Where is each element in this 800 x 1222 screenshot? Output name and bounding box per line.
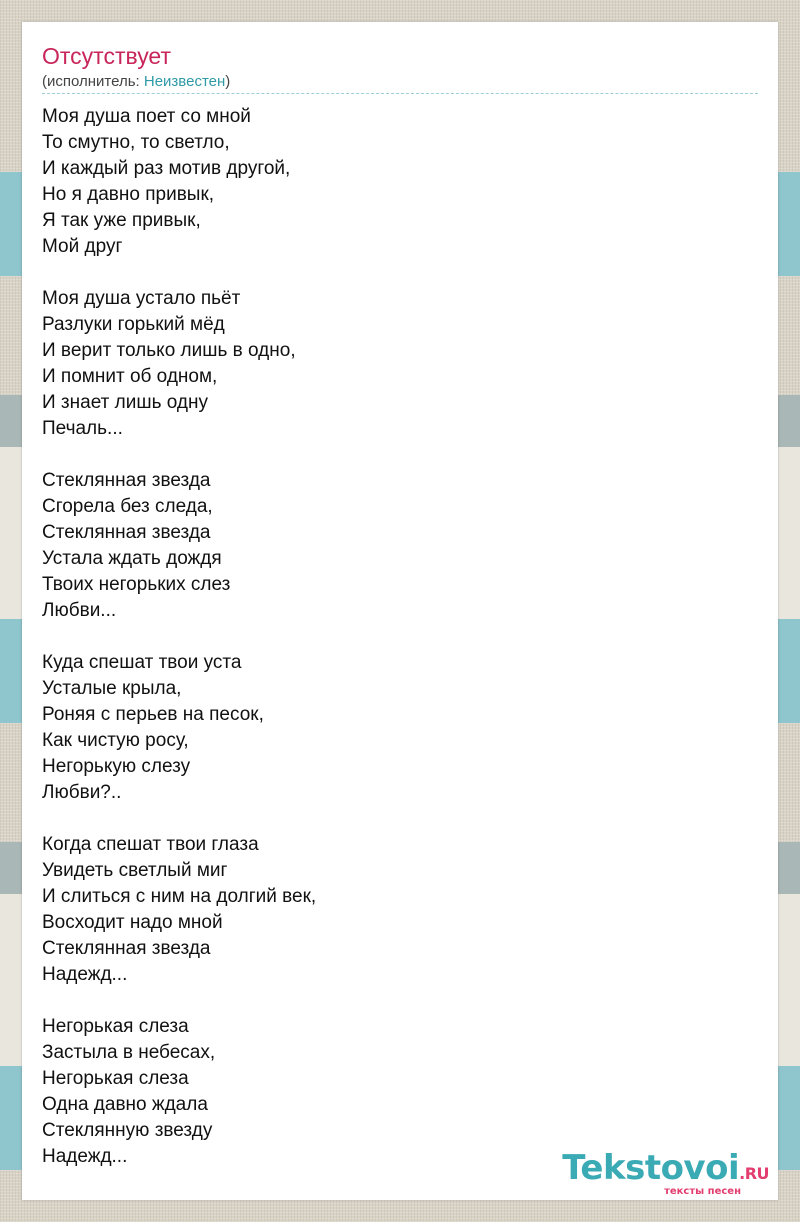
stanza-gap: [42, 806, 316, 832]
artist-link[interactable]: Неизвестен: [143, 73, 226, 90]
stanza-gap: [42, 988, 316, 1014]
lyric-line: И знает лишь одну: [42, 392, 208, 413]
lyric-line: Мой друг: [42, 236, 123, 257]
lyric-line: Роняя с перьев на песок,: [42, 704, 264, 725]
lyric-line: Стеклянная звезда: [42, 938, 211, 959]
lyric-line: Надежд...: [42, 964, 128, 985]
logo-name: Tekstovoi: [562, 1148, 740, 1188]
stanza: [42, 468, 316, 624]
lyric-line: Твоих негорьких слез: [42, 574, 231, 595]
lyric-line: Стеклянная звезда: [42, 470, 211, 491]
lyric-line: Стеклянную звезду: [42, 1120, 213, 1141]
lyric-line: Одна давно ждала: [42, 1094, 208, 1115]
lyric-line: Любви...: [42, 600, 117, 621]
lyric-line: Устала ждать дождя: [42, 548, 222, 569]
lyric-line: Когда спешат твои глаза: [42, 834, 259, 855]
lyric-line: И верит только лишь в одно,: [42, 340, 296, 361]
lyric-line: И каждый раз мотив другой,: [42, 158, 291, 179]
logo-tagline: тексты песен: [664, 1186, 741, 1197]
lyric-line: Куда спешат твои уста: [42, 652, 242, 673]
song-title: Отсутствует: [42, 43, 171, 69]
stanza-gap: [42, 624, 316, 650]
lyric-line: Застыла в небесах,: [42, 1042, 216, 1063]
lyric-line: То смутно, то светло,: [42, 132, 230, 153]
logo-tld: .RU: [739, 1164, 769, 1183]
stanza: [42, 650, 316, 806]
lyric-line: Увидеть светлый миг: [42, 860, 228, 881]
site-logo[interactable]: [562, 1150, 769, 1198]
lyric-line: И помнит об одном,: [42, 366, 218, 387]
artist-suffix: ): [225, 73, 231, 90]
lyric-line: Усталые крыла,: [42, 678, 182, 699]
lyrics-card: [22, 22, 778, 1200]
stanza-gap: [42, 260, 316, 286]
stanza-gap: [42, 442, 316, 468]
lyric-line: Я так уже привык,: [42, 210, 201, 231]
artist-line: [42, 72, 230, 92]
stanza: [42, 1014, 316, 1170]
lyric-line: Восходит надо мной: [42, 912, 223, 933]
lyric-line: Моя душа устало пьёт: [42, 288, 241, 309]
lyric-line: Разлуки горький мёд: [42, 314, 225, 335]
stanza: [42, 104, 316, 260]
lyrics-body: [42, 104, 316, 1170]
lyric-line: Как чистую росу,: [42, 730, 189, 751]
stanza: [42, 832, 316, 988]
lyric-line: Негорькую слезу: [42, 756, 191, 777]
lyric-line: Печаль...: [42, 418, 123, 439]
lyric-line: Негорькая слеза: [42, 1016, 189, 1037]
lyric-line: Моя душа поет со мной: [42, 106, 251, 127]
lyric-line: Стеклянная звезда: [42, 522, 211, 543]
title-divider: [42, 93, 758, 94]
lyric-line: Негорькая слеза: [42, 1068, 189, 1089]
stanza: [42, 286, 316, 442]
lyric-line: Любви?..: [42, 782, 122, 803]
lyric-line: И слиться с ним на долгий век,: [42, 886, 317, 907]
lyric-line: Но я давно привык,: [42, 184, 215, 205]
lyric-line: Сгорела без следа,: [42, 496, 213, 517]
artist-prefix: (исполнитель:: [42, 73, 144, 90]
lyric-line: Надежд...: [42, 1146, 128, 1167]
